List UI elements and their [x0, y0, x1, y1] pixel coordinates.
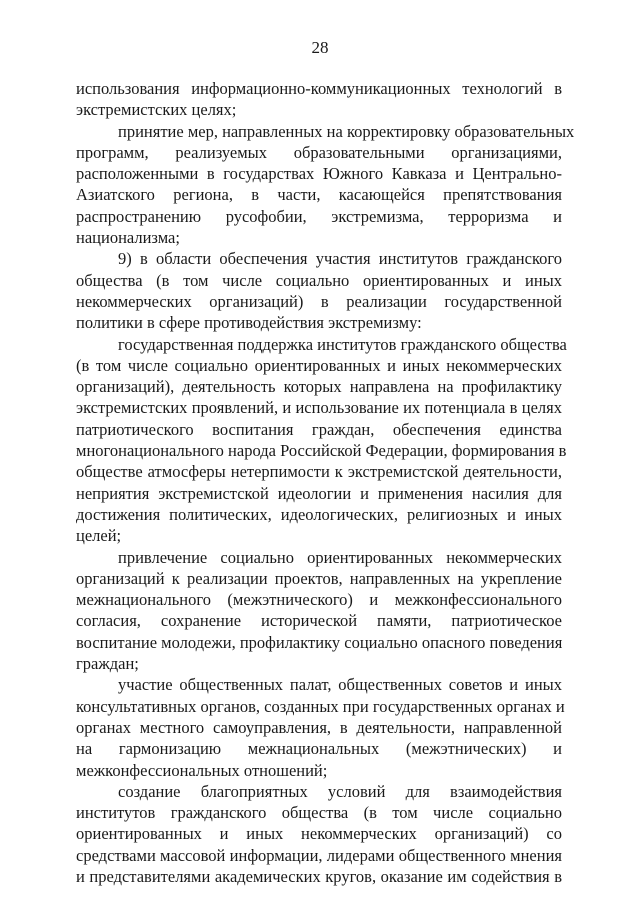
text-line: консультативных органов, созданных при государственных органах и — [76, 696, 565, 716]
text-line: и представителями академических кругов, оказание им содействия в — [76, 866, 562, 886]
text-line: обществе атмосферы нетерпимости к экстремистской деятельности, — [76, 462, 562, 482]
paragraph — [76, 674, 565, 780]
text-line: общества (в том числе социально ориентированных и иных — [76, 270, 562, 290]
text-line: принятие мер, направленных на корректировку образовательных — [118, 121, 575, 141]
text-line: ориентированных и иных некоммерческих организаций) со — [76, 824, 562, 844]
text-line: воспитание молодежи, профилактику социально опасного поведения — [76, 632, 563, 652]
paragraph — [76, 121, 575, 249]
text-line: граждан; — [76, 654, 139, 674]
paragraph — [76, 334, 567, 547]
text-line: экстремистских проявлений, и использование их потенциала в целях — [76, 398, 562, 418]
page-number: 28 — [311, 38, 329, 57]
text-line: целей; — [76, 526, 122, 546]
text-line: межнационального (межэтнического) и межконфессионального — [76, 590, 562, 610]
text-line: расположенными в государствах Южного Кавказа и Центрально- — [76, 164, 562, 184]
text-line: многонационального народа Российской Федерации, формирования в — [76, 441, 567, 461]
text-line: некоммерческих организаций) в реализации государственной — [76, 291, 562, 311]
text-line: (в том числе социально ориентированных и иных некоммерческих — [76, 355, 562, 375]
text-line: институтов гражданского общества (в том числе социально — [76, 803, 562, 823]
text-line: экстремистских целях; — [76, 100, 237, 120]
paragraph — [76, 248, 562, 333]
document-body — [76, 78, 575, 887]
text-line: 9) в области обеспечения участия институтов гражданского — [118, 249, 562, 269]
paragraph — [76, 781, 562, 887]
text-line: программ, реализуемых образовательными организациями, — [76, 142, 562, 162]
paragraph — [76, 78, 562, 121]
text-line: согласия, сохранение исторической памяти, патриотическое — [76, 611, 562, 631]
text-line: средствами массовой информации, лидерами общественного мнения — [76, 845, 562, 865]
text-line: межконфессиональных отношений; — [76, 760, 328, 780]
text-line: создание благоприятных условий для взаимодействия — [118, 781, 562, 801]
paragraph — [76, 547, 562, 675]
text-line: участие общественных палат, общественных советов и иных — [118, 675, 562, 695]
text-line: патриотического воспитания граждан, обеспечения единства — [76, 419, 562, 439]
text-line: органах местного самоуправления, в деятельности, направленной — [76, 717, 562, 737]
text-line: использования информационно-коммуникационных технологий в — [76, 79, 562, 98]
text-line: государственная поддержка институтов гражданского общества — [118, 334, 567, 354]
text-line: организаций к реализации проектов, направленных на укрепление — [76, 568, 562, 588]
text-line: неприятия экстремистской идеологии и применения насилия для — [76, 483, 562, 503]
text-line: достижения политических, идеологических, религиозных и иных — [76, 504, 562, 524]
text-line: Азиатского региона, в части, касающейся препятствования — [76, 185, 562, 205]
text-line: распространению русофобии, экстремизма, терроризма и — [76, 206, 562, 226]
text-line: организаций), деятельность которых направлена на профилактику — [76, 377, 562, 397]
text-line: национализма; — [76, 228, 180, 248]
text-line: привлечение социально ориентированных некоммерческих — [118, 547, 562, 567]
text-line: политики в сфере противодействия экстремизму: — [76, 313, 422, 333]
text-line: на гармонизацию межнациональных (межэтнических) и — [76, 739, 562, 759]
